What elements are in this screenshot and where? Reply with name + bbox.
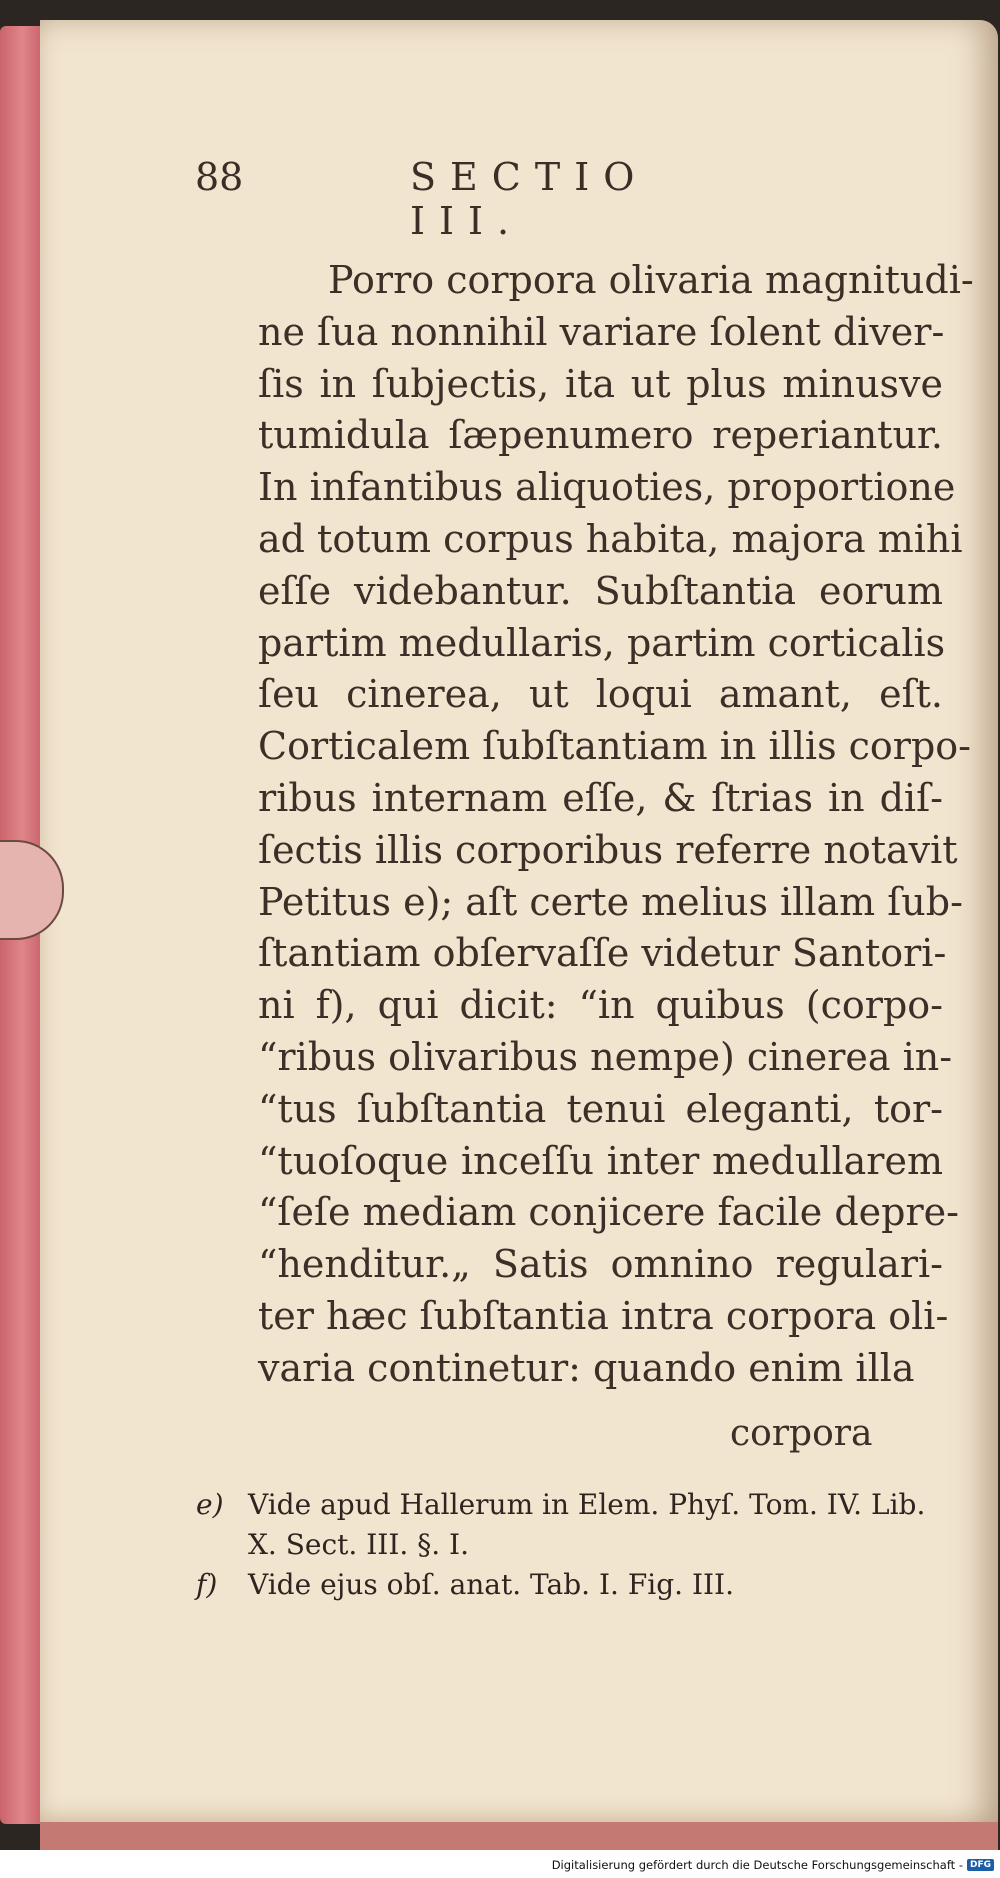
text-line: ribus internam eſſe, & ſtrias in diſ-: [258, 775, 943, 820]
dfg-logo: DFG: [967, 1859, 994, 1871]
section-title: SECTIO III.: [410, 155, 649, 243]
text-line: Petitus e); aſt certe melius illam ſub-: [258, 879, 963, 924]
text-line: tumidula ſæpenumero reperiantur.: [258, 413, 943, 458]
footnote-f: [196, 1565, 931, 1605]
text-line: “tuoſoque inceſſu inter medullarem: [258, 1138, 943, 1183]
credit-text: Digitalisierung gefördert durch die Deutsche Forschungsgemeinschaft -: [551, 1858, 963, 1872]
text-line: ne ſua nonnihil variare ſolent diver-: [258, 309, 945, 354]
text-line: “ſeſe mediam conjicere facile depre-: [258, 1190, 959, 1235]
text-line: partim medullaris, partim corticalis: [258, 620, 946, 665]
text-line: ſeu cinerea, ut loqui amant, eſt.: [258, 672, 943, 717]
body-text: [258, 255, 974, 1395]
text-line: “tus ſubſtantia tenui eleganti, tor-: [258, 1086, 943, 1131]
text-line: eſſe videbantur. Subſtantia eorum: [258, 568, 943, 613]
footnote-e: [196, 1485, 931, 1565]
text-line: ni f), qui dicit: “in quibus (corpo-: [258, 983, 943, 1028]
footnote-mark: e): [196, 1488, 224, 1521]
text-line: Corticalem ſubſtantiam in illis corpo-: [258, 724, 972, 769]
text-line: In infantibus aliquoties, proportione: [258, 465, 956, 510]
page-number: 88: [195, 155, 244, 199]
text-line: “henditur.„ Satis omnino regulari-: [258, 1242, 943, 1287]
text-line: ter hæc ſubſtantia intra corpora oli-: [258, 1293, 949, 1338]
digitization-credit: [552, 1855, 994, 1875]
text-line: ſectis illis corporibus referre notavit: [258, 827, 958, 872]
footnote-mark: f): [196, 1568, 218, 1601]
footnotes: [196, 1485, 931, 1605]
footnote-text: Vide ejus obſ. anat. Tab. I. Fig. III.: [248, 1568, 735, 1601]
running-header: [195, 155, 755, 243]
text-line: ad totum corpus habita, majora mihi: [258, 516, 963, 561]
page-bottom-edge: [40, 1822, 998, 1850]
text-line: ſis in ſubjectis, ita ut plus minusve: [258, 361, 943, 406]
text-line: Porro corpora olivaria magnitudi-: [328, 258, 974, 302]
text-line: ſtantiam obſervaſſe videtur Santori-: [258, 931, 947, 976]
text-line: varia continetur: quando enim illa: [258, 1345, 915, 1390]
catchword: corpora: [730, 1413, 873, 1454]
footnote-text: Vide apud Hallerum in Elem. Phyſ. Tom. IV. Lib. X. Sect. III. §. I.: [248, 1488, 926, 1561]
text-line: “ribus olivaribus nempe) cinerea in-: [258, 1034, 953, 1079]
